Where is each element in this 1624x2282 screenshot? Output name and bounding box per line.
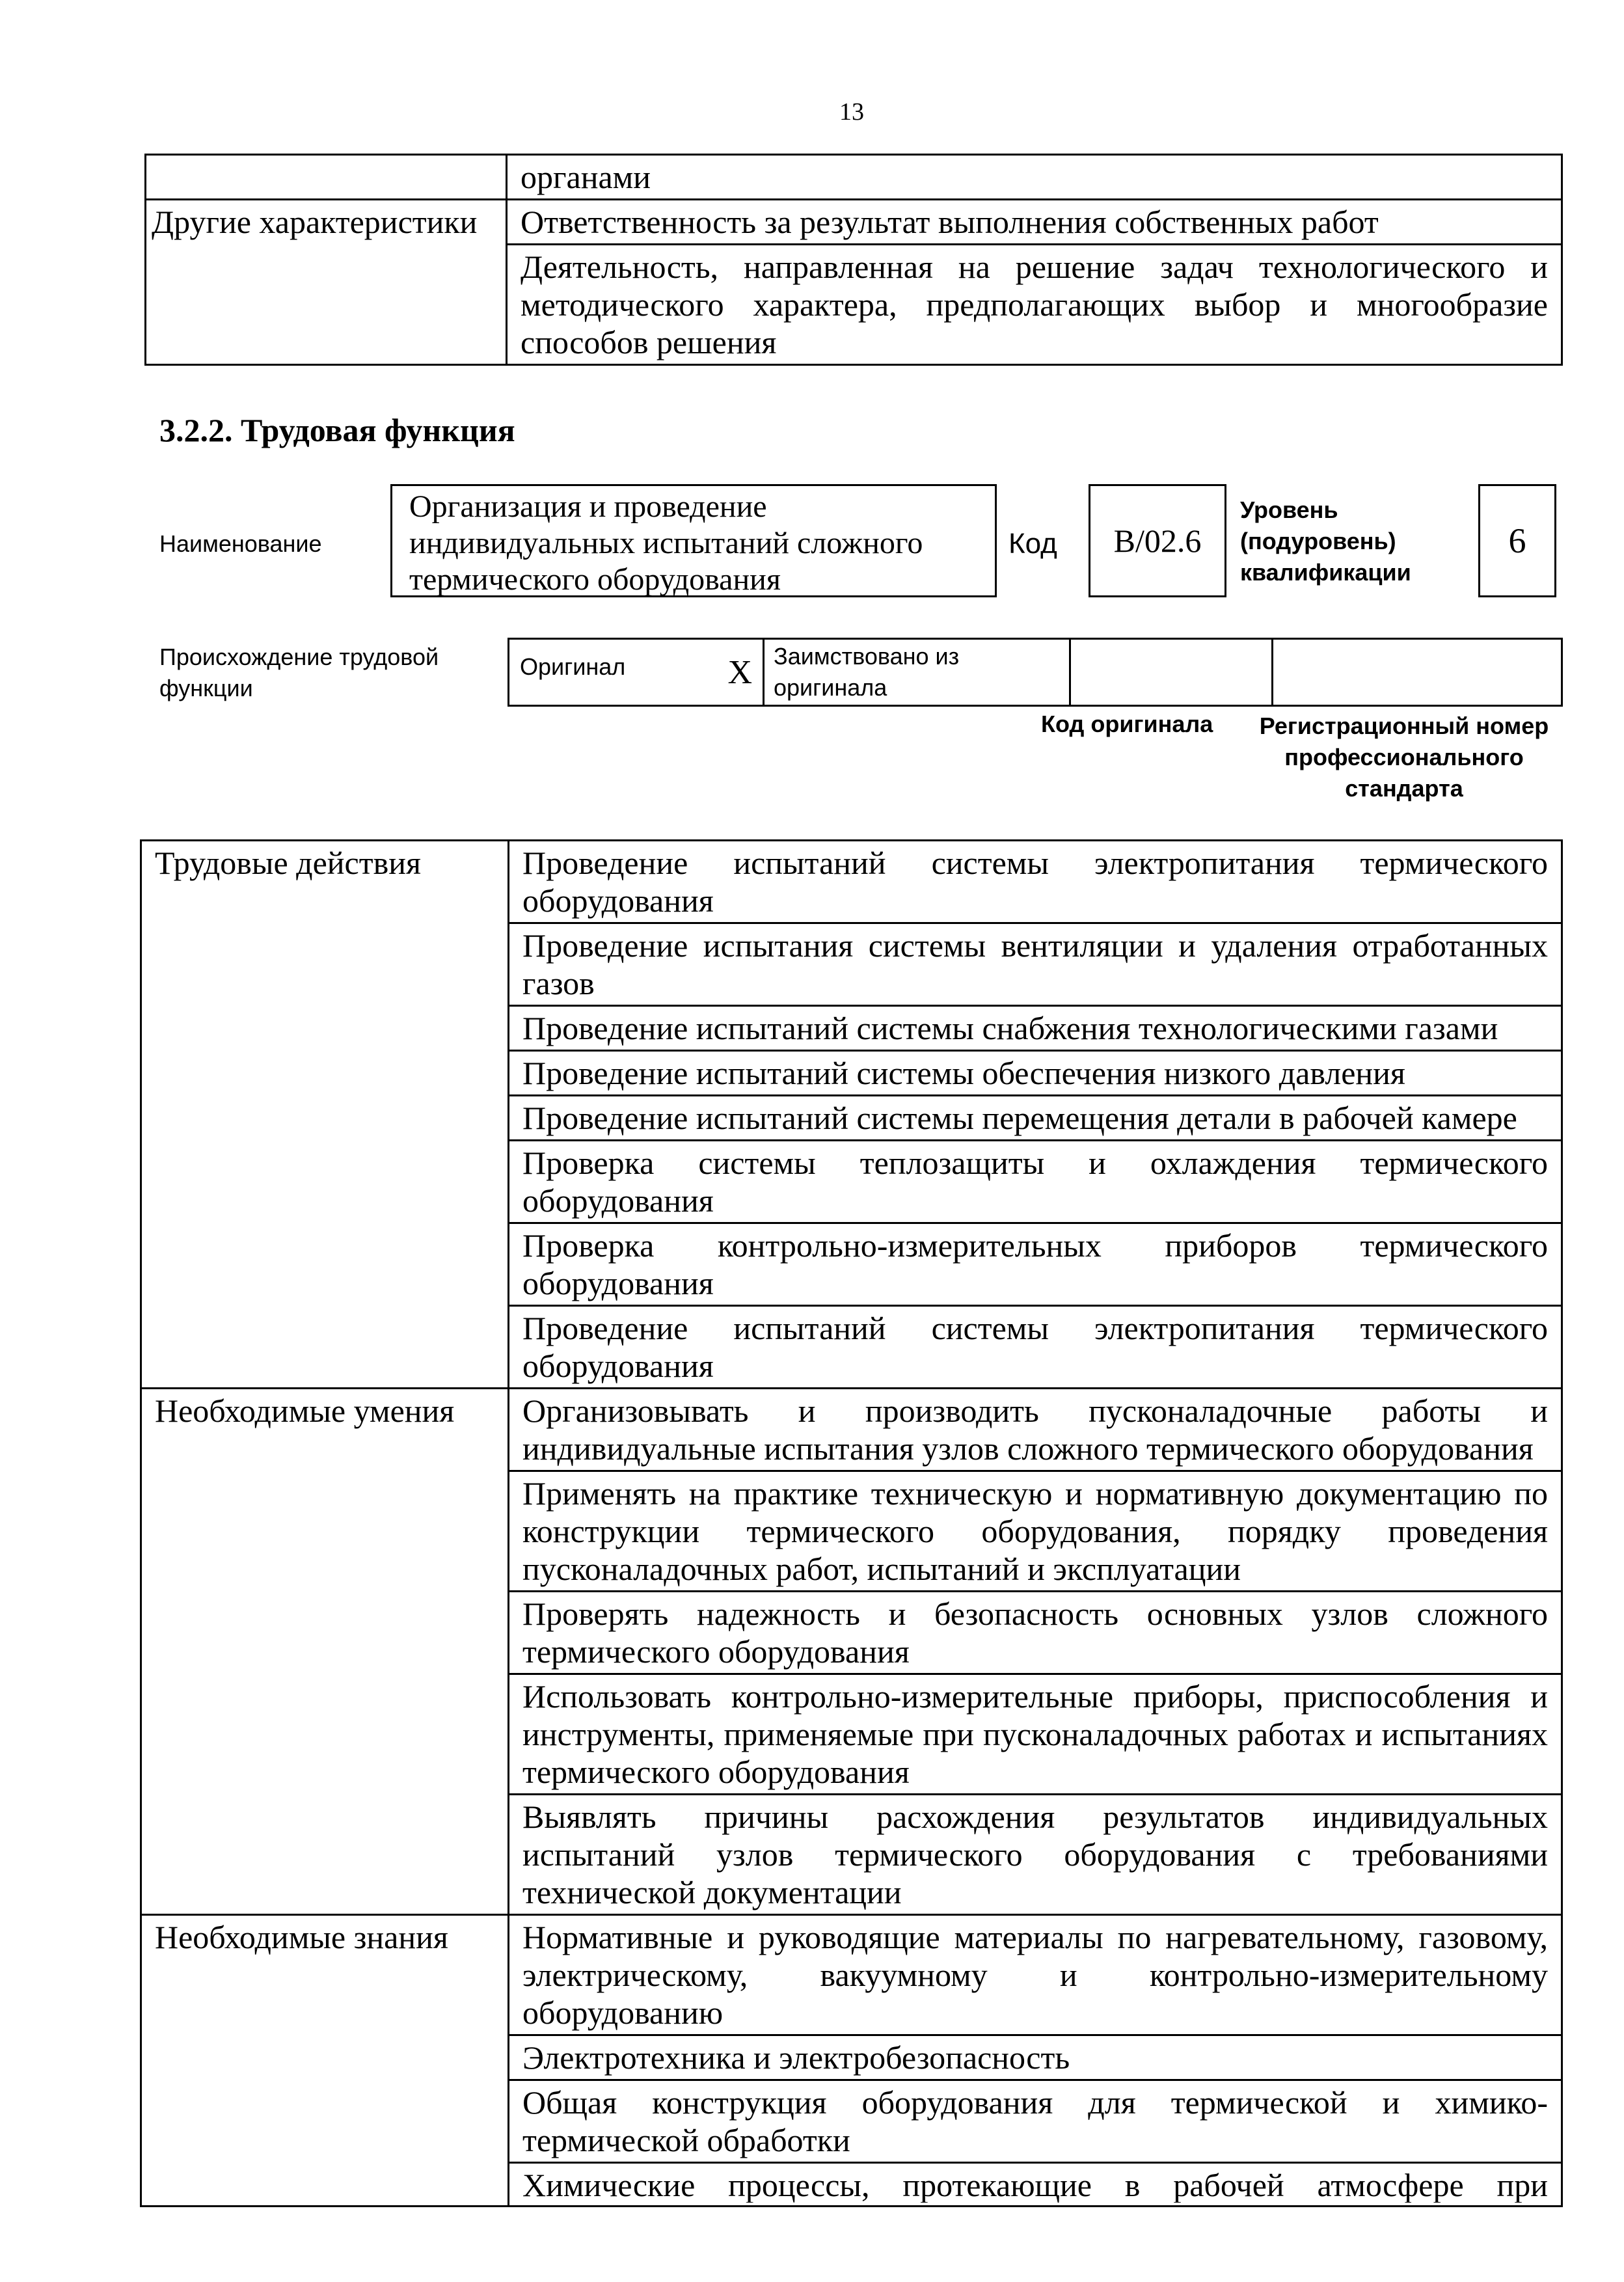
list-item: Организовывать и производить пусконаладочные работы и индивидуальные испытания узлов сложного термического оборудования	[509, 1389, 1562, 1471]
registration-number-cell	[1273, 639, 1562, 706]
list-item	[509, 2163, 1562, 2207]
level-value-box: 6	[1478, 484, 1556, 597]
level-label	[1240, 495, 1435, 588]
continuation-cell: органами	[507, 155, 1562, 200]
list-item: Электротехника и электробезопасность	[509, 2035, 1562, 2080]
list-item: Использовать контрольно-измерительные приборы, приспособления и инструменты, применяемые при пусконаладочных работах и испытаниях термического оборудования	[509, 1674, 1562, 1795]
code-label: Код	[1008, 528, 1057, 560]
code-value-box: B/02.6	[1089, 484, 1226, 597]
labor-actions-label: Трудовые действия	[141, 841, 509, 1389]
origin-label-text: Происхождение трудовой функции	[159, 644, 439, 701]
truncated-item-text: Химические процессы, протекающие в рабочей атмосфере при	[522, 2167, 1548, 2203]
original-cell	[509, 639, 764, 706]
labor-function-table	[140, 839, 1563, 2207]
original-code-cell	[1070, 639, 1273, 706]
characteristics-table	[144, 154, 1563, 366]
table-row	[141, 1915, 1562, 2035]
original-mark: X	[727, 653, 752, 691]
list-item: Проверка системы теплозащиты и охлаждения термического оборудования	[509, 1141, 1562, 1223]
function-name-box: Организация и проведение индивидуальных испытаний сложного термического оборудования	[390, 484, 997, 597]
list-item: Проведение испытаний системы снабжения технологическими газами	[509, 1006, 1562, 1051]
list-item: Проверять надежность и безопасность основных узлов сложного термического оборудования	[509, 1592, 1562, 1674]
table-row	[509, 639, 1562, 706]
original-code-caption: Код оригинала	[1041, 711, 1213, 737]
list-item: Проведение испытания системы вентиляции и удаления отработанных газов	[509, 923, 1562, 1006]
registration-number-caption: Регистрационный номер профессионального стандарта	[1259, 713, 1549, 802]
list-item: Ответственность за результат выполнения собственных работ	[507, 200, 1562, 245]
list-item: Проведение испытаний системы электропитания термического оборудования	[509, 841, 1562, 923]
borrowed-cell: Заимствовано из оригинала	[764, 639, 1070, 706]
table-row	[141, 841, 1562, 923]
table-row	[146, 155, 1562, 200]
origin-label	[159, 642, 485, 704]
list-item: Выявлять причины расхождения результатов индивидуальных испытаний узлов термического оборудования с требованиями технической документации	[509, 1795, 1562, 1915]
list-item: Проверка контрольно-измерительных приборов термического оборудования	[509, 1223, 1562, 1306]
list-item: Деятельность, направленная на решение задач технологического и методического характера, предполагающих выбор и многообразие способов решения	[507, 245, 1562, 365]
page-number: 13	[839, 98, 864, 126]
original-label: Оригинал	[520, 653, 626, 680]
other-characteristics-label: Другие характеристики	[146, 200, 507, 365]
list-item: Проведение испытаний системы электропитания термического оборудования	[509, 1306, 1562, 1389]
required-skills-label: Необходимые умения	[141, 1389, 509, 1915]
list-item: Общая конструкция оборудования для термической и химико-термической обработки	[509, 2080, 1562, 2163]
list-item: Проведение испытаний системы обеспечения низкого давления	[509, 1051, 1562, 1096]
list-item: Проведение испытаний системы перемещения детали в рабочей камере	[509, 1096, 1562, 1141]
name-label: Наименование	[159, 530, 322, 557]
table-row	[141, 1389, 1562, 1471]
required-knowledge-label: Необходимые знания	[141, 1915, 509, 2207]
table-row	[146, 200, 1562, 245]
level-label-text: Уровень (подуровень) квалификации	[1240, 496, 1411, 586]
section-heading: 3.2.2. Трудовая функция	[159, 412, 515, 448]
list-item: Нормативные и руководящие материалы по нагревательному, газовому, электрическому, вакуумному и контрольно-измерительному оборудованию	[509, 1915, 1562, 2035]
origin-table	[508, 638, 1563, 707]
list-item: Применять на практике техническую и нормативную документацию по конструкции термического оборудования, порядку проведения пусконаладочных работ, испытаний и эксплуатации	[509, 1471, 1562, 1592]
